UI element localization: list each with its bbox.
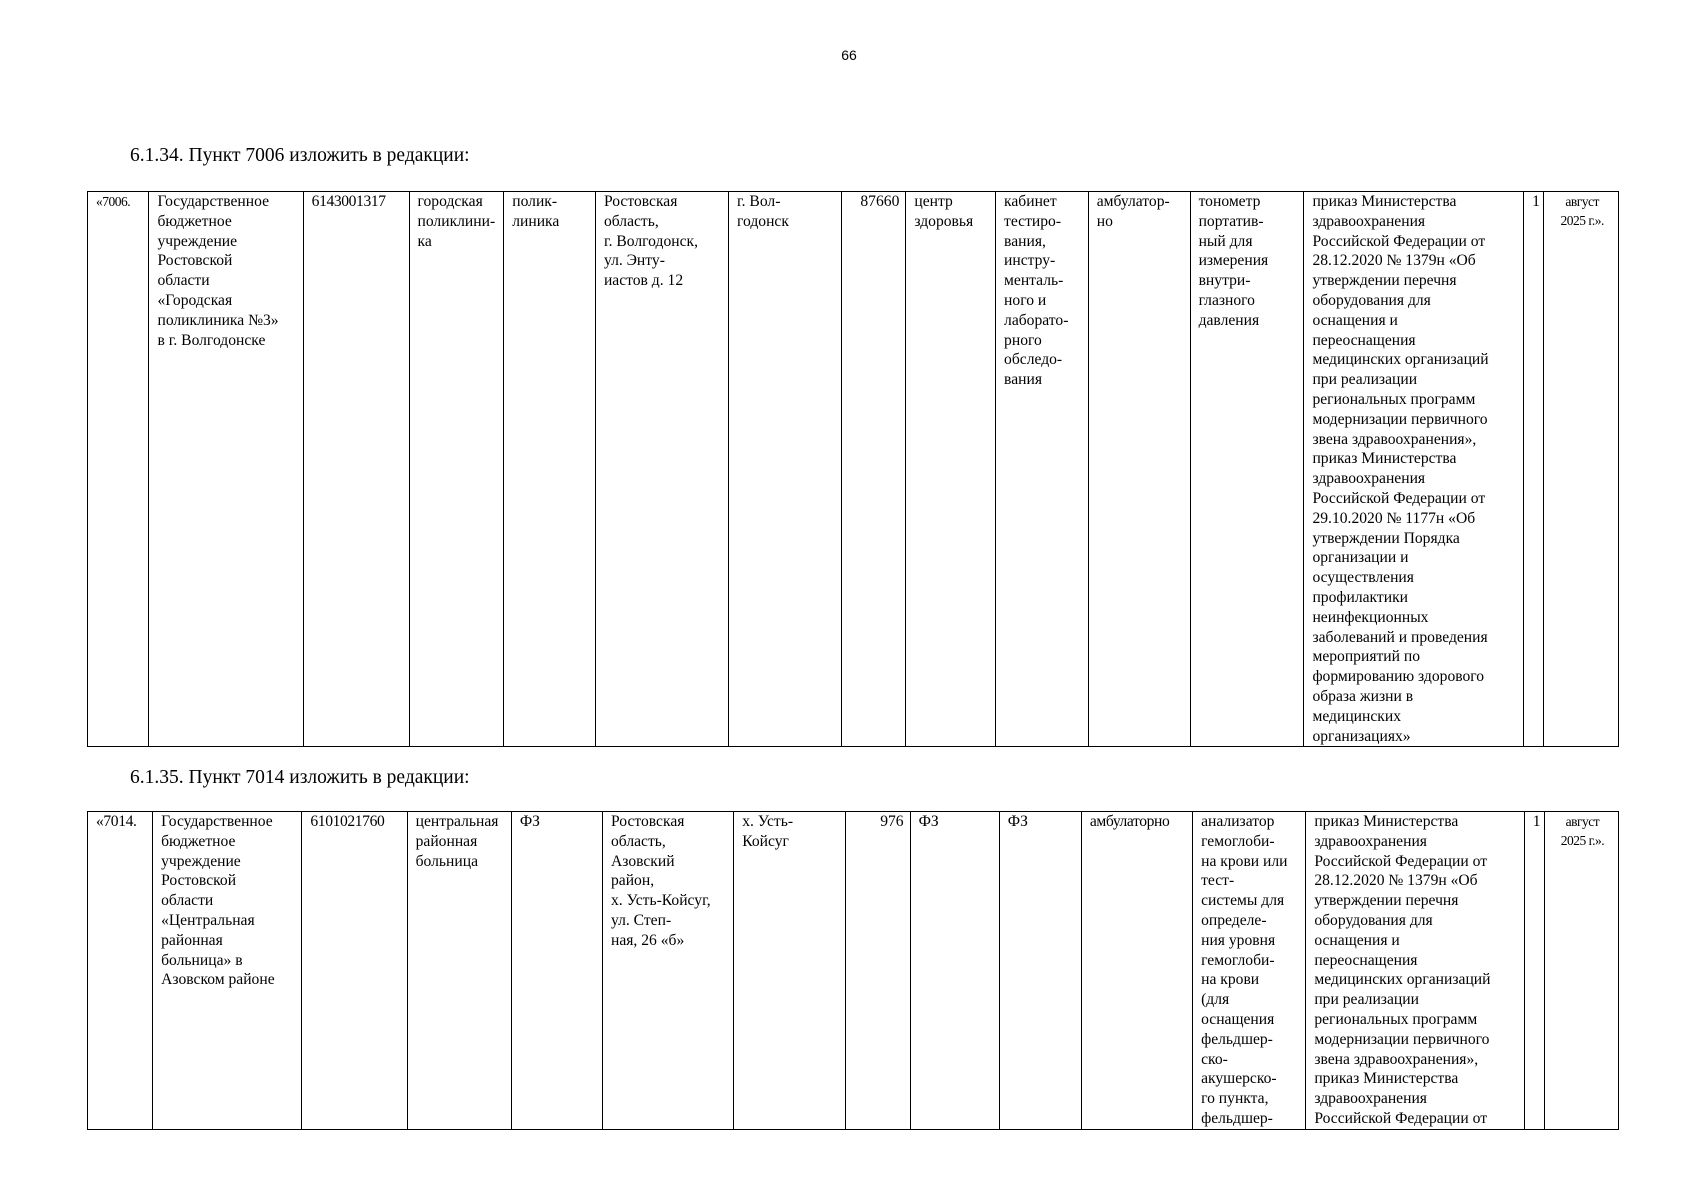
quantity-cell: 1 bbox=[1524, 812, 1544, 1130]
organization-cell: Государственное бюджетное учреждение Ростовской области «Городская поликлиника №3» в г. Волгодонске bbox=[149, 192, 303, 747]
subdivision-cell: центр здоровья bbox=[906, 192, 996, 747]
org-type-cell: городская поликлини- ка bbox=[409, 192, 504, 747]
subdivision-cell: ФЗ bbox=[910, 812, 999, 1130]
item-number-cell: «7014. bbox=[88, 812, 153, 1130]
settlement-cell: г. Вол- годонск bbox=[728, 192, 841, 747]
registry-table-7006 bbox=[87, 191, 1619, 747]
population-cell: 976 bbox=[846, 812, 910, 1130]
address-cell: Ростовская область, Азовский район, х. Усть-Койсуг, ул. Степ- ная, 26 «б» bbox=[602, 812, 733, 1130]
unit-cell: полик- линика bbox=[504, 192, 596, 747]
quantity-cell: 1 bbox=[1524, 192, 1544, 747]
legal-basis-cell: приказ Министерства здравоохранения Российской Федерации от 28.12.2020 № 1379н «Об утверждении перечня оборудования для оснащения и переоснащения медицинских организаций при реализации региональных программ модернизации первичного звена здравоохранения», приказ Министерства здравоохранения Российской Федерации от 29.10.2020 № 1177н «Об утверждении Порядка организации и осуществления профилактики неинфекционных заболеваний и проведения мероприятий по формированию здорового образа жизни в медицинских организациях» bbox=[1304, 192, 1524, 747]
deadline-cell: август 2025 г.». bbox=[1544, 812, 1618, 1130]
inn-cell: 6101021760 bbox=[302, 812, 407, 1130]
registry-table-7014 bbox=[87, 811, 1619, 1130]
org-type-cell: центральная районная больница bbox=[407, 812, 511, 1130]
care-form-cell: амбулаторно bbox=[1081, 812, 1192, 1130]
unit-cell: ФЗ bbox=[511, 812, 602, 1130]
care-form-cell: амбулатор- но bbox=[1088, 192, 1190, 747]
inn-cell: 6143001317 bbox=[303, 192, 409, 747]
settlement-cell: х. Усть- Койсуг bbox=[734, 812, 846, 1130]
legal-basis-cell: приказ Министерства здравоохранения Российской Федерации от 28.12.2020 № 1379н «Об утверждении перечня оборудования для оснащения и переоснащения медицинских организаций при реализации региональных программ модернизации первичного звена здравоохранения», приказ Министерства здравоохранения Российской Федерации от bbox=[1306, 812, 1524, 1130]
deadline-cell: август 2025 г.». bbox=[1544, 192, 1619, 747]
population-cell: 87660 bbox=[841, 192, 906, 747]
address-cell: Ростовская область, г. Волгодонск, ул. Энту- иастов д. 12 bbox=[595, 192, 728, 747]
page-number: 66 bbox=[841, 47, 857, 63]
organization-cell: Государственное бюджетное учреждение Ростовской области «Центральная районная больница» в Азовском районе bbox=[153, 812, 302, 1130]
equipment-cell: анализатор гемоглоби- на крови или тест- системы для определе- ния уровня гемоглоби- на крови (для оснащения фельдшер- ско- акушерско- го пункта, фельдшер- bbox=[1193, 812, 1306, 1130]
equipment-cell: тонометр портатив- ный для измерения внутри- глазного давления bbox=[1190, 192, 1304, 747]
table-row bbox=[88, 812, 1619, 1130]
item-number-cell: «7006. bbox=[88, 192, 149, 747]
section-heading-7014: 6.1.35. Пункт 7014 изложить в редакции: bbox=[130, 767, 470, 788]
department-cell: ФЗ bbox=[999, 812, 1081, 1130]
department-cell: кабинет тестиро- вания, инстру- менталь- ного и лаборато- рного обследо- вания bbox=[996, 192, 1089, 747]
section-heading-7006: 6.1.34. Пункт 7006 изложить в редакции: bbox=[130, 145, 470, 166]
table-row bbox=[88, 192, 1619, 747]
